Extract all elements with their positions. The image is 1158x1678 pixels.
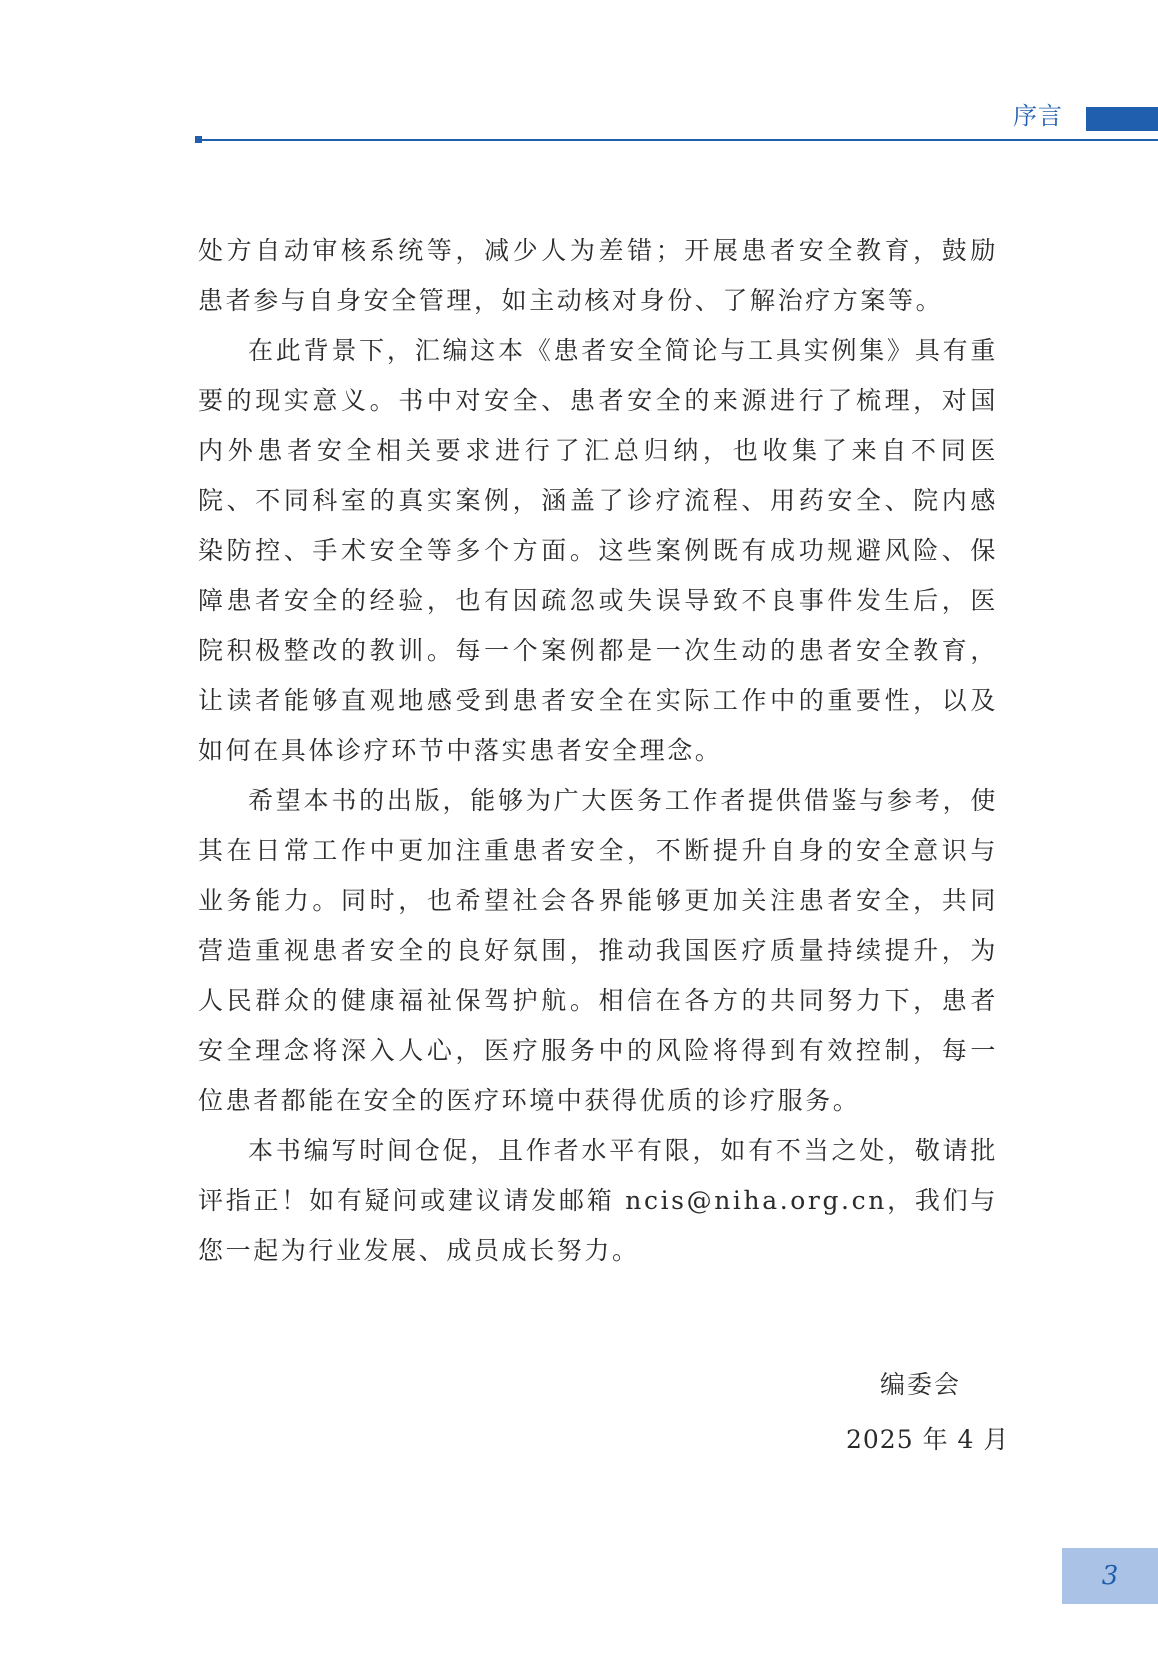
paragraph-3: 希望本书的出版，能够为广大医务工作者提供借鉴与参考，使其在日常工作中更加注重患者安全，不断提升自身的安全意识与业务能力。同时，也希望社会各界能够更加关注患者安全，共同营造重视患者安全的良好氛围，推动我国医疗质量持续提升，为人民群众的健康福祉保驾护航。相信在各方的共同努力下，患者安全理念将深入人心，医疗服务中的风险将得到有效控制，每一位患者都能在安全的医疗环境中获得优质的诊疗服务。 <box>198 786 998 1115</box>
page-number-box <box>1062 1548 1158 1604</box>
header-accent-block <box>1086 107 1158 131</box>
signature-date: 2025 年 4 月 <box>846 1425 1010 1454</box>
signature-committee: 编委会 <box>880 1370 962 1399</box>
preface-body <box>198 226 998 1276</box>
header-rule-marker <box>195 136 202 143</box>
paragraph-1: 处方自动审核系统等，减少人为差错；开展患者安全教育，鼓励患者参与自身安全管理，如主动核对身份、了解治疗方案等。 <box>198 236 998 315</box>
header-rule <box>198 139 1158 141</box>
section-title: 序言 <box>1013 102 1063 130</box>
paragraph-4: 本书编写时间仓促，且作者水平有限，如有不当之处，敬请批评指正！如有疑问或建议请发邮箱 ncis@niha.org.cn，我们与您一起为行业发展、成员成长努力。 <box>198 1136 998 1265</box>
paragraph-2: 在此背景下，汇编这本《患者安全简论与工具实例集》具有重要的现实意义。书中对安全、患者安全的来源进行了梳理，对国内外患者安全相关要求进行了汇总归纳，也收集了来自不同医院、不同科室的真实案例，涵盖了诊疗流程、用药安全、院内感染防控、手术安全等多个方面。这些案例既有成功规避风险、保障患者安全的经验，也有因疏忽或失误导致不良事件发生后，医院积极整改的教训。每一个案例都是一次生动的患者安全教育，让读者能够直观地感受到患者安全在实际工作中的重要性，以及如何在具体诊疗环节中落实患者安全理念。 <box>198 336 998 765</box>
page-number: 3 <box>1101 1561 1119 1591</box>
